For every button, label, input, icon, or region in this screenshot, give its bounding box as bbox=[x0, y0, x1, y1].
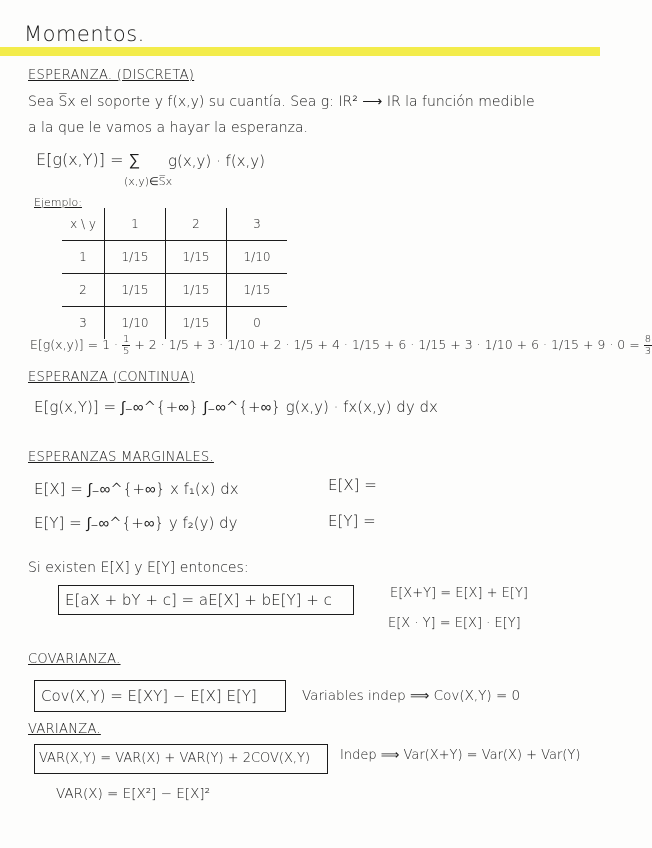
marginal-ey-right: E[Y] = bbox=[328, 512, 376, 530]
marginal-ey-formula: E[Y] = ∫₋∞^{+∞} y f₂(y) dy bbox=[34, 514, 238, 532]
table-row bbox=[62, 274, 287, 307]
definition-line-2: a la que le vamos a hayar la esperanza. bbox=[28, 120, 308, 136]
example-result bbox=[30, 334, 652, 357]
example-result-terms: + 2 · 1/5 + 3 · 1/10 + 2 · 1/5 + 4 · 1/15 + 6 · 1/15 + 3 · 1/10 + 6 · 1/15 + 9 · 0 = bbox=[134, 337, 640, 352]
marginal-ex-right: E[X] = bbox=[328, 476, 377, 494]
product-expectation: E[X · Y] = E[X] · E[Y] bbox=[388, 616, 521, 631]
marginal-ex-formula: E[X] = ∫₋∞^{+∞} x f₁(x) dx bbox=[34, 480, 239, 498]
table-row bbox=[62, 241, 287, 274]
definition-line-1: Sea S̅x el soporte y f(x,y) su cuantía. Sea g: IR² ⟶ IR la función medible bbox=[28, 94, 535, 110]
table-cell: 0 bbox=[227, 307, 288, 340]
table-header-cell: 1 bbox=[105, 208, 166, 241]
discrete-expectation-formula-left: E[g(x,Y)] = ∑ bbox=[36, 150, 140, 169]
fraction: $\frac{1}{5}$ bbox=[122, 334, 130, 357]
table-cell: 1/15 bbox=[166, 307, 227, 340]
example-label: Ejemplo: bbox=[34, 196, 82, 209]
table-cell: 1/15 bbox=[227, 274, 288, 307]
table-cell: 1/10 bbox=[227, 241, 288, 274]
page-title: Momentos. bbox=[24, 22, 145, 46]
example-table bbox=[62, 208, 287, 339]
linearity-box bbox=[58, 585, 354, 615]
table-header-cell: 3 bbox=[227, 208, 288, 241]
section-esperanzas-marginales: ESPERANZAS MARGINALES. bbox=[28, 450, 214, 465]
table-cell: 1/15 bbox=[105, 241, 166, 274]
title-highlight bbox=[0, 47, 600, 56]
table-header-cell: x \ y bbox=[70, 217, 96, 231]
continuous-expectation-formula: E[g(x,Y)] = ∫₋∞^{+∞} ∫₋∞^{+∞} g(x,y) · fx(x,y) dy dx bbox=[34, 398, 438, 416]
section-esperanza-discreta: ESPERANZA. (DISCRETA) bbox=[28, 68, 195, 83]
table-header-row bbox=[62, 208, 287, 241]
discrete-expectation-formula-right: g(x,y) · f(x,y) bbox=[168, 152, 266, 170]
sum-expectation: E[X+Y] = E[X] + E[Y] bbox=[390, 586, 528, 601]
variance-definition: VAR(X) = E[X²] − E[X]² bbox=[56, 786, 211, 802]
table-cell: 1/10 bbox=[105, 307, 166, 340]
table-cell: 1 bbox=[62, 241, 105, 274]
variance-note: Indep ⟹ Var(X+Y) = Var(X) + Var(Y) bbox=[340, 748, 581, 763]
covariance-formula: Cov(X,Y) = E[XY] − E[X] E[Y] bbox=[41, 687, 257, 705]
linearity-formula: E[aX + bY + c] = aE[X] + bE[Y] + c bbox=[65, 591, 332, 609]
table-cell: 3 bbox=[62, 307, 105, 340]
variance-sum-formula: VAR(X,Y) = VAR(X) + VAR(Y) + 2COV(X,Y) bbox=[39, 751, 311, 766]
section-esperanza-continua: ESPERANZA (CONTINUA) bbox=[28, 370, 195, 385]
table-cell: 2 bbox=[62, 274, 105, 307]
linearity-intro: Si existen E[X] y E[Y] entonces: bbox=[28, 560, 249, 576]
table-cell: 1/15 bbox=[105, 274, 166, 307]
section-varianza: VARIANZA. bbox=[28, 722, 101, 737]
sum-index: (x,y)∈S̅x bbox=[124, 175, 173, 188]
result-fraction: $\frac{8}{3}$ bbox=[644, 334, 652, 357]
covariance-box bbox=[34, 680, 286, 712]
table-header-cell: 2 bbox=[166, 208, 227, 241]
table-cell: 1/15 bbox=[166, 241, 227, 274]
table-cell: 1/15 bbox=[166, 274, 227, 307]
covariance-note: Variables indep ⟹ Cov(X,Y) = 0 bbox=[302, 688, 521, 704]
example-result-lhs: E[g(x,y)] = 1 · bbox=[30, 337, 118, 352]
section-covarianza: COVARIANZA. bbox=[28, 652, 121, 667]
variance-box bbox=[34, 744, 328, 774]
